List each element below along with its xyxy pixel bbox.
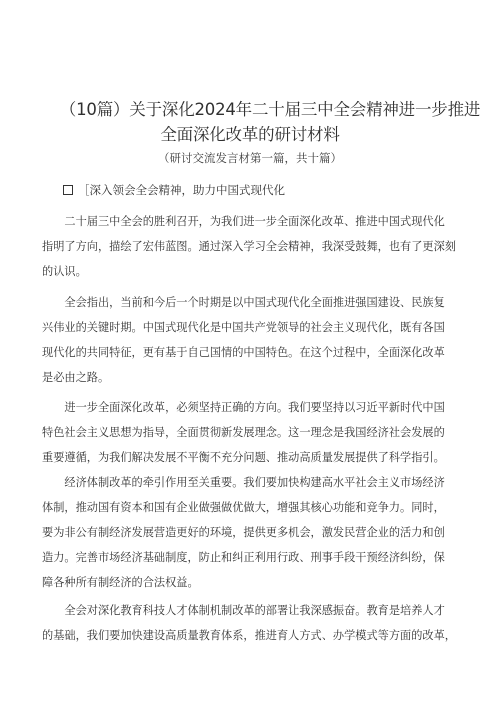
document-subtitle: （研讨交流发言材第一篇，共十篇） bbox=[158, 151, 342, 165]
paragraph-line: 要为非公有制经济发展营造更好的环境，提供更多机会，激发民营企业的活力和创 bbox=[42, 526, 445, 539]
paragraph-line: 重要遵循，为我们解决发展不平衡不充分问题、推动高质量发展提供了科学指引。 bbox=[42, 451, 445, 464]
checkbox-icon bbox=[63, 185, 73, 195]
section-heading-text: ［深入领会全会精神，助力中国式现代化 bbox=[78, 183, 285, 197]
paragraph-line: 体制，推动国有资本和国有企业做强做优做大，增强其核心功能和竞争力。同时， bbox=[42, 501, 445, 514]
paragraph-line: 的基础，我们要加快建设高质量教育体系，推进育人方式、办学模式等方面的改革， bbox=[42, 629, 456, 642]
paragraph-line: 二十届三中全会的胜利召开，为我们进一步全面深化改革、推进中国式现代化 bbox=[42, 215, 445, 228]
paragraph-3 bbox=[42, 395, 462, 470]
document-title-line-1: （10篇）关于深化2024年二十届三中全会精神进一步推进 bbox=[59, 100, 481, 119]
paragraph-line: 特色社会主义思想为指导，全面贯彻新发展理念。这一理念是我国经济社会发展的 bbox=[42, 426, 445, 439]
paragraph-line: 造力。完善市场经济基础制度，防止和纠正利用行政、刑事手段干预经济纠纷，保 bbox=[42, 551, 445, 564]
paragraph-line: 经济体制改革的牵引作用至关重要。我们要加快构建高水平社会主义市场经济 bbox=[42, 476, 445, 489]
paragraph-5 bbox=[42, 598, 462, 648]
paragraph-line: 障各种所有制经济的合法权益。 bbox=[42, 576, 199, 589]
paragraph-line: 兴伟业的关键时期。中国式现代化是中国共产党领导的社会主义现代化，既有各国 bbox=[42, 321, 445, 334]
paragraph-line: 全会指出，当前和今后一个时期是以中国式现代化全面推进强国建设、民族复 bbox=[42, 296, 445, 309]
paragraph-2 bbox=[42, 290, 462, 390]
paragraph-line: 全会对深化教育科技人才体制机制改革的部署让我深感振奋。教育是培养人才 bbox=[42, 604, 445, 617]
paragraph-line: 是必由之路。 bbox=[42, 371, 110, 384]
paragraph-line: 进一步全面深化改革，必须坚持正确的方向。我们要坚持以习近平新时代中国 bbox=[42, 401, 445, 414]
document-title-line-2: 全面深化改革的研讨材料 bbox=[160, 125, 340, 144]
paragraph-line: 指明了方向，描绘了宏伟蓝图。通过深入学习全会精神，我深受鼓舞，也有了更深刻 bbox=[42, 240, 456, 253]
paragraph-4 bbox=[42, 470, 462, 595]
section-heading bbox=[63, 182, 285, 198]
paragraph-line: 现代化的共同特征，更有基于自己国情的中国特色。在这个过程中，全面深化改革 bbox=[42, 346, 445, 359]
paragraph-1 bbox=[42, 209, 462, 284]
paragraph-line: 的认识。 bbox=[42, 265, 87, 278]
